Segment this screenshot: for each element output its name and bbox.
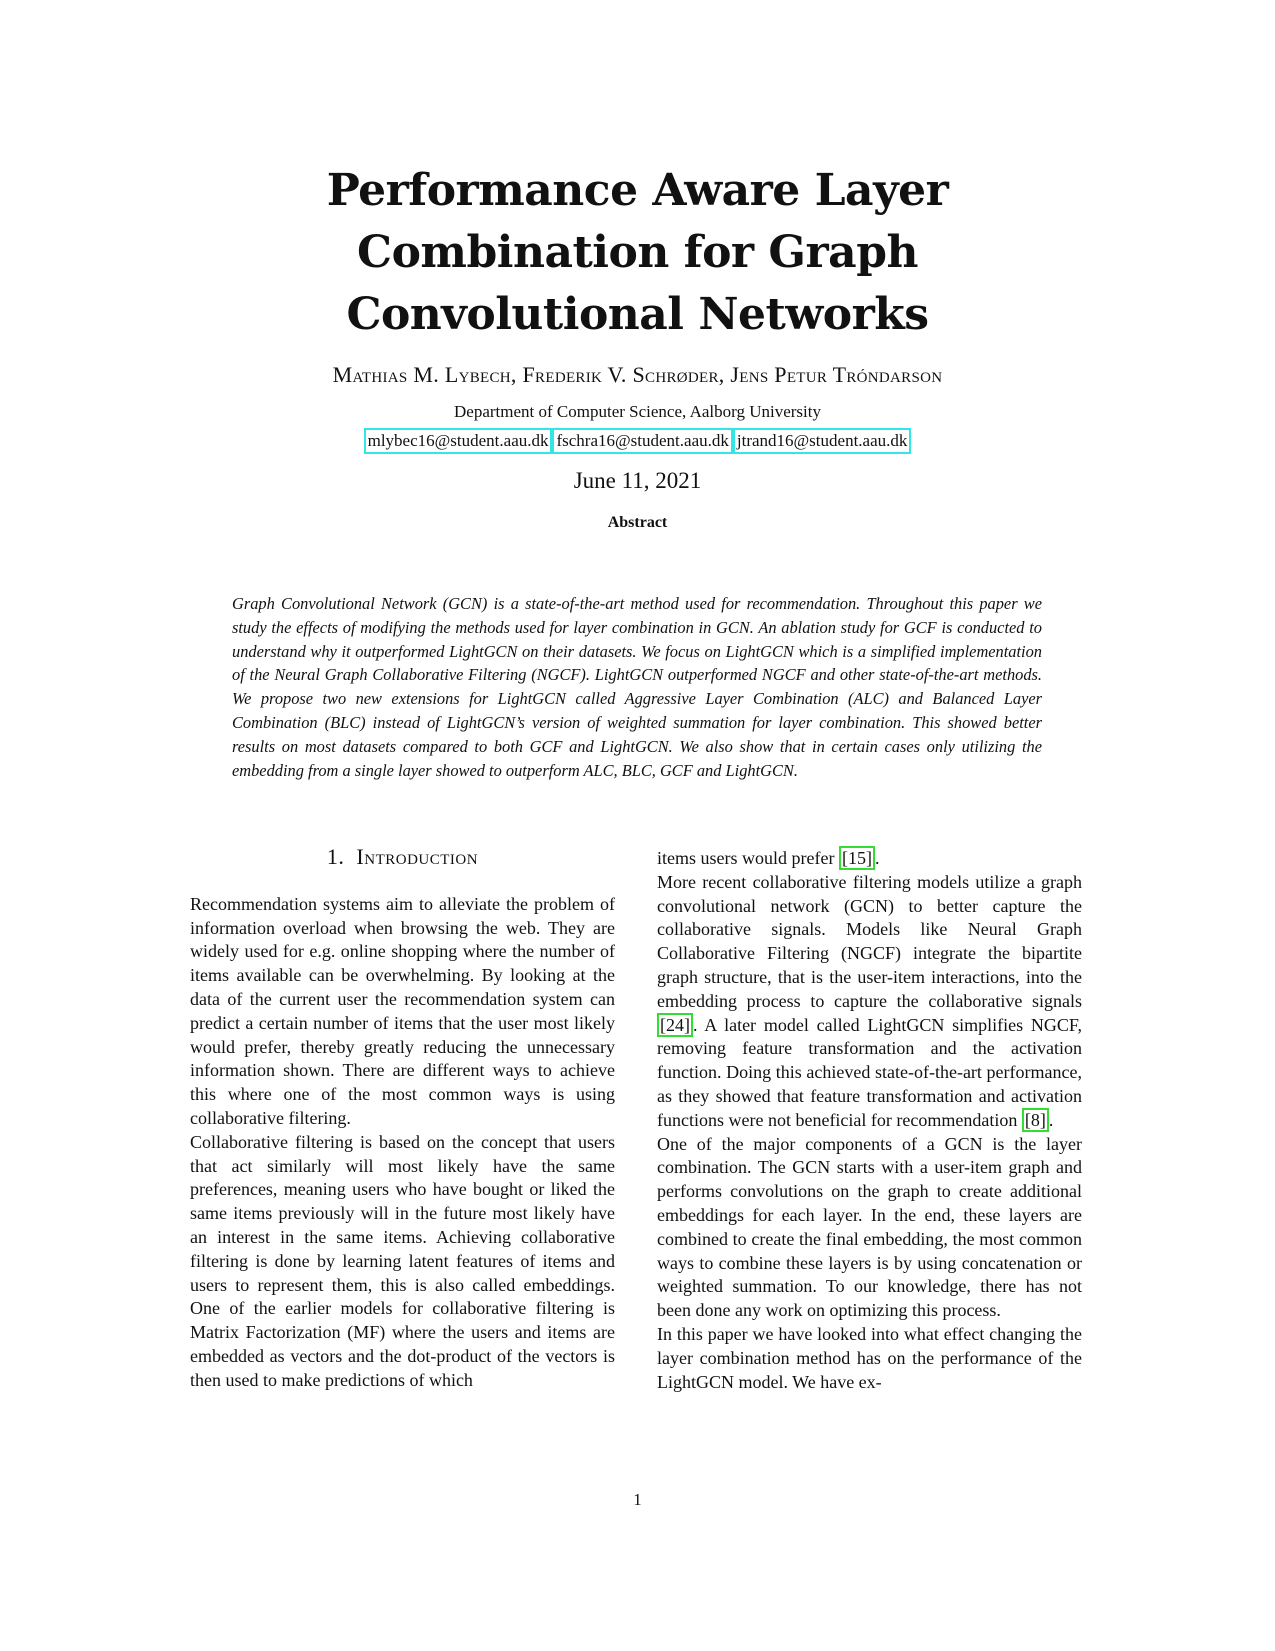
intro-paragraph: Collaborative filtering is based on the concept that users that act similarly will most likely have the same preferences, meaning users who have bought or liked the same items previously will in the future most likely have an interest in the same items. Achieving collaborative filtering is done by learning latent features of items and users to represent them, this is also called embeddings. One of the earlier models for collaborative filtering is Matrix Factorization (MF) where the users and items are embedded as vectors and the dot-product of the vectors is then used to make predictions of which [190, 1131, 615, 1390]
paragraph-text: items users would prefer [657, 848, 839, 868]
paper-title [200, 160, 1075, 346]
title-line: Performance Aware Layer [326, 165, 949, 216]
intro-paragraph: In this paper we have looked into what effect changing the layer combination method has on the performance of the LightGCN model. We have ex- [657, 1323, 1082, 1392]
left-column [190, 845, 615, 1393]
abstract-text: Graph Convolutional Network (GCN) is a state-of-the-art method used for recommendation. Throughout this paper we study the effects of modifying the methods used for layer combination in GCN. An ablation study for GCF is conducted to understand why it outperformed LightGCN on their datasets. We focus on LightGCN which is a simplified implementation of the Neural Graph Collaborative Filtering (NGCF). LightGCN outperformed NGCF and other state-of-the-art methods. We propose two new extensions for LightGCN called Aggressive Layer Combination (ALC) and Balanced Layer Combination (BLC) instead of LightGCN’s version of weighted summation for layer combination. This showed better results on most datasets compared to both GCF and LightGCN. We also show that in certain cases only utilizing the embedding from a single layer showed to outperform ALC, BLC, GCF and LightGCN. [232, 594, 1042, 780]
affiliation: Department of Computer Science, Aalborg University [454, 402, 821, 421]
section-heading-introduction [190, 845, 615, 869]
email-link-lybech[interactable]: mlybec16@student.aau.dk [364, 428, 553, 454]
intro-paragraph: One of the major components of a GCN is the layer combination. The GCN starts with a user-item graph and performs convolutions on the graph to create additional embeddings for each layer. In the end, these layers are combined to create the final embedding, the most common ways to combine these layers is by using concatenation or weighted summation. To our knowledge, there has not been done any work on optimizing this process. [657, 1133, 1082, 1321]
title-line: Convolutional Networks [346, 289, 929, 340]
title-line: Combination for Graph [357, 227, 918, 278]
email-link-trondarson[interactable]: jtrand16@student.aau.dk [733, 428, 912, 454]
intro-paragraph [657, 847, 1082, 871]
paragraph-text: More recent collaborative filtering models utilize a graph convolutional network (GCN) to better capture the collaborative signals. Models like Neural Graph Collaborative Filtering (NGCF) integrate the bipartite graph structure, that is the user-item interactions, into the embedding process to capture the collaborative signals [657, 871, 1082, 1011]
paragraph-text: . [1048, 1109, 1054, 1130]
title-block [200, 160, 1075, 532]
intro-paragraph [657, 871, 1082, 1133]
citation-link-24[interactable]: [24] [657, 1013, 693, 1037]
citation-link-15[interactable]: [15] [839, 846, 875, 870]
abstract-heading: Abstract [607, 514, 668, 531]
email-list [200, 428, 1075, 454]
paragraph-text: . [874, 848, 880, 868]
section-title: Introduction [356, 844, 479, 869]
page-number: 1 [633, 1490, 642, 1509]
intro-paragraph: Recommendation systems aim to alleviate the problem of information overload when browsing the web. They are widely used for e.g. online shopping where the number of items available can be overwhelming. By looking at the data of the current user the recommendation system can predict a certain number of items that the user most likely would prefer, thereby greatly reducing the unnecessary information shown. There are different ways to achieve this where one of the most common ways is using collaborative filtering. [190, 893, 615, 1128]
citation-link-8[interactable]: [8] [1022, 1108, 1049, 1132]
right-column [657, 847, 1082, 1394]
email-link-schroder[interactable]: fschra16@student.aau.dk [552, 428, 732, 454]
author-list: Mathias M. Lybech, Frederik V. Schrøder, Jens Petur Tróndarson [332, 362, 943, 387]
paragraph-text: . A later model called LightGCN simplifies NGCF, removing feature transformation and the activation function. Doing this achieved state-of-the-art performance, as they showed that feature transformation and activation functions were not beneficial for recommendation [657, 1014, 1082, 1130]
paper-date: June 11, 2021 [573, 468, 702, 493]
section-number: 1. [326, 844, 345, 869]
